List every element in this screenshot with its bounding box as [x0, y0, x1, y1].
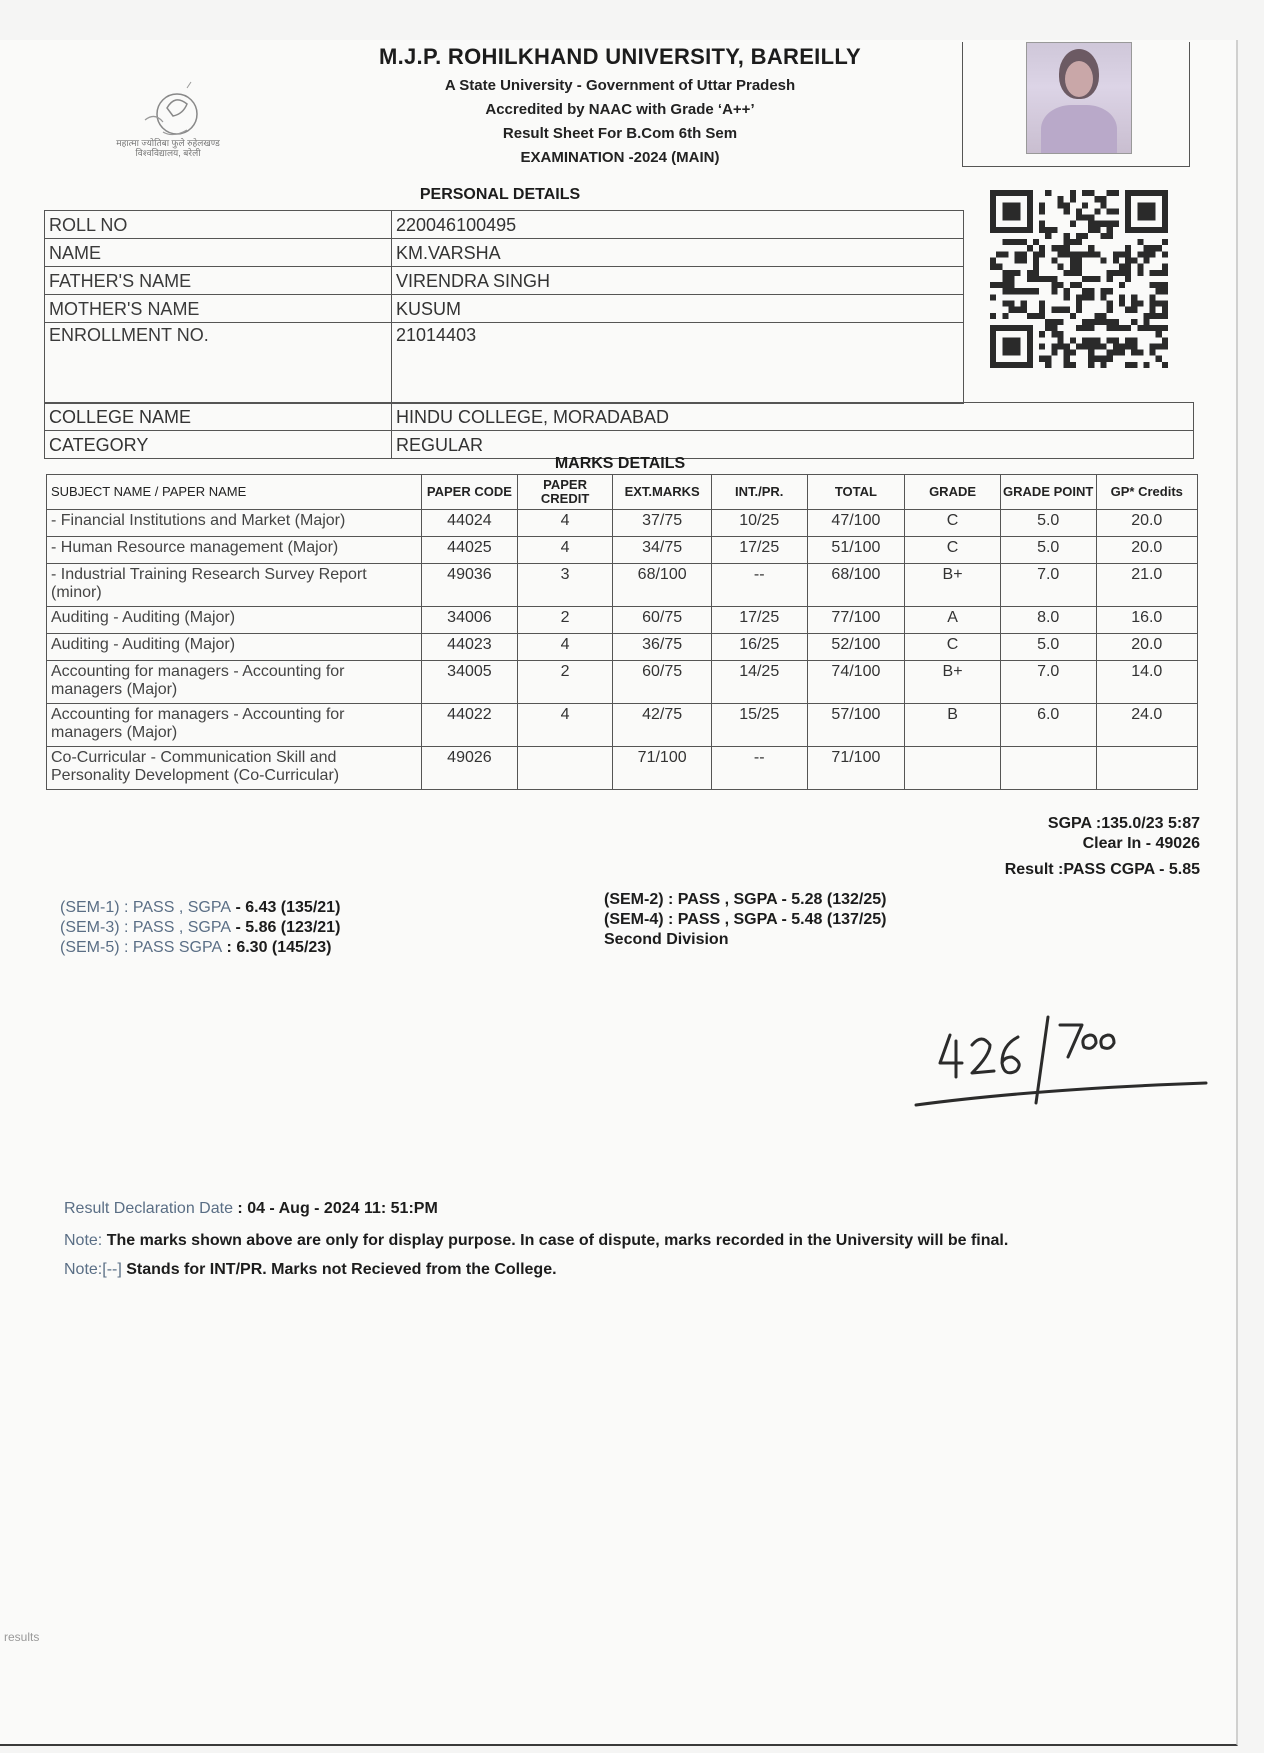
ext-marks: 36/75 [613, 634, 711, 661]
category-label: CATEGORY [45, 431, 392, 459]
side-watermark-text: results [4, 1630, 40, 1644]
total: 52/100 [807, 634, 905, 661]
grade [905, 747, 1001, 790]
gp-credits: 20.0 [1096, 634, 1197, 661]
paper-credit: 4 [517, 537, 613, 564]
grade-point: 5.0 [1000, 537, 1096, 564]
paper-code: 34005 [422, 661, 518, 704]
subject-name: - Human Resource management (Major) [47, 537, 422, 564]
total: 57/100 [807, 704, 905, 747]
sem-5-result [60, 938, 340, 958]
paper-code: 44022 [422, 704, 518, 747]
document-header [270, 40, 970, 166]
paper-credit: 2 [517, 607, 613, 634]
col-total: TOTAL [807, 475, 905, 510]
sem-3-label: (SEM-3) : PASS , SGPA [60, 919, 231, 936]
grade-point: 6.0 [1000, 704, 1096, 747]
marks-row [47, 704, 1198, 747]
ext-marks: 60/75 [613, 661, 711, 704]
category-value: REGULAR [392, 431, 1194, 459]
table-row [45, 267, 964, 295]
ext-marks: 60/75 [613, 607, 711, 634]
grade-point: 8.0 [1000, 607, 1096, 634]
note-1-label: Note: [64, 1232, 103, 1249]
sem-3-value: - 5.86 (123/21) [231, 919, 341, 936]
table-row [45, 295, 964, 323]
ext-marks: 34/75 [613, 537, 711, 564]
paper-credit: 4 [517, 510, 613, 537]
sem-5-label: (SEM-5) : PASS SGPA [60, 939, 223, 956]
total: 51/100 [807, 537, 905, 564]
marks-row [47, 537, 1198, 564]
name-label: NAME [45, 239, 392, 267]
paper-code: 44024 [422, 510, 518, 537]
paper-credit: 4 [517, 634, 613, 661]
name-value: KM.VARSHA [392, 239, 964, 267]
personal-details-title: PERSONAL DETAILS [419, 186, 581, 203]
paper-credit: 3 [517, 564, 613, 607]
marks-row [47, 747, 1198, 790]
roll-no-label: ROLL NO [45, 211, 392, 239]
table-row [45, 403, 1194, 431]
paper-code: 49026 [422, 747, 518, 790]
note-2-text: Stands for INT/PR. Marks not Recieved from the College. [121, 1261, 557, 1278]
col-paper-credit: PAPER CREDIT [517, 475, 613, 510]
marks-row [47, 510, 1198, 537]
note-2-label: Note:[--] [64, 1261, 122, 1278]
paper-code: 44023 [422, 634, 518, 661]
ext-marks: 71/100 [613, 747, 711, 790]
col-int-pr: INT./PR. [711, 475, 807, 510]
marks-row [47, 564, 1198, 607]
grade-point [1000, 747, 1096, 790]
gp-credits: 20.0 [1096, 537, 1197, 564]
note-display-purpose [64, 1232, 1008, 1250]
note-1-text: The marks shown above are only for display purpose. In case of dispute, marks recorded in the University will be final. [102, 1232, 1009, 1249]
marks-table-body [47, 510, 1198, 790]
mother-name-label: MOTHER'S NAME [45, 295, 392, 323]
sgpa-text: SGPA :135.0/23 5:87 [1047, 815, 1200, 832]
table-row [45, 323, 964, 404]
int-pr: -- [711, 564, 807, 607]
photo-frame [962, 42, 1190, 167]
enrollment-no-label: ENROLLMENT NO. [45, 323, 392, 404]
father-name-label: FATHER'S NAME [45, 267, 392, 295]
grade-point: 5.0 [1000, 510, 1096, 537]
int-pr: 10/25 [711, 510, 807, 537]
sem-4-result: (SEM-4) : PASS , SGPA - 5.48 (137/25) [604, 911, 887, 928]
grade-point: 5.0 [1000, 634, 1096, 661]
marks-row [47, 607, 1198, 634]
ext-marks: 42/75 [613, 704, 711, 747]
grade: A [905, 607, 1001, 634]
sem-1-result [60, 898, 340, 918]
student-photo [1026, 42, 1132, 154]
result-declaration [64, 1200, 438, 1218]
subject-name: Auditing - Auditing (Major) [47, 634, 422, 661]
grade-point: 7.0 [1000, 564, 1096, 607]
college-name-label: COLLEGE NAME [45, 403, 392, 431]
paper-credit [517, 747, 613, 790]
subject-name: - Financial Institutions and Market (Major) [47, 510, 422, 537]
subject-name: Auditing - Auditing (Major) [47, 607, 422, 634]
total: 68/100 [807, 564, 905, 607]
col-gp-credits: GP* Credits [1096, 475, 1197, 510]
gp-credits [1096, 747, 1197, 790]
marks-row [47, 634, 1198, 661]
enrollment-no-value: 21014403 [392, 323, 964, 404]
paper-code: 49036 [422, 564, 518, 607]
grade: B+ [905, 564, 1001, 607]
marks-details-title: MARKS DETAILS [554, 455, 686, 472]
university-name: M.J.P. ROHILKHAND UNIVERSITY, BAREILLY [378, 44, 862, 69]
int-pr: 16/25 [711, 634, 807, 661]
subject-name: Accounting for managers - Accounting for managers (Major) [47, 661, 422, 704]
logo-caption: महात्मा ज्योतिबा फुले रुहेलखण्ड विश्वविद्यालय, बरेली [116, 138, 220, 158]
marks-row [47, 661, 1198, 704]
col-grade: GRADE [905, 475, 1001, 510]
col-grade-point: GRADE POINT [1000, 475, 1096, 510]
subject-name: Co-Curricular - Communication Skill and Personality Development (Co-Curricular) [47, 747, 422, 790]
clear-in-text: Clear In - 49026 [1082, 835, 1200, 852]
college-details-table [44, 402, 1194, 459]
paper-code: 44025 [422, 537, 518, 564]
declaration-label: Result Declaration Date [64, 1200, 233, 1217]
sem-1-label: (SEM-1) : PASS , SGPA [60, 899, 231, 916]
col-paper-code: PAPER CODE [422, 475, 518, 510]
paper-credit: 4 [517, 704, 613, 747]
col-subject: SUBJECT NAME / PAPER NAME [47, 475, 422, 510]
total: 47/100 [807, 510, 905, 537]
gp-credits: 14.0 [1096, 661, 1197, 704]
grade-point: 7.0 [1000, 661, 1096, 704]
header-line-4: EXAMINATION -2024 (MAIN) [520, 149, 720, 166]
grade: B+ [905, 661, 1001, 704]
father-name-value: VIRENDRA SINGH [392, 267, 964, 295]
total: 71/100 [807, 747, 905, 790]
ext-marks: 37/75 [613, 510, 711, 537]
ext-marks: 68/100 [613, 564, 711, 607]
int-pr: 17/25 [711, 607, 807, 634]
mother-name-value: KUSUM [392, 295, 964, 323]
personal-details-table [44, 210, 964, 404]
handwritten-total-marks [910, 1005, 1210, 1115]
int-pr: 15/25 [711, 704, 807, 747]
paper-code: 34006 [422, 607, 518, 634]
total: 77/100 [807, 607, 905, 634]
grade: B [905, 704, 1001, 747]
gp-credits: 21.0 [1096, 564, 1197, 607]
sem-1-value: - 6.43 (135/21) [231, 899, 341, 916]
int-pr: -- [711, 747, 807, 790]
sem-2-result: (SEM-2) : PASS , SGPA - 5.28 (132/25) [604, 891, 887, 908]
subject-name: - Industrial Training Research Survey Report (minor) [47, 564, 422, 607]
grade: C [905, 510, 1001, 537]
result-summary [900, 814, 1200, 880]
header-line-2: Accredited by NAAC with Grade ‘A++’ [485, 101, 755, 118]
header-line-3: Result Sheet For B.Com 6th Sem [502, 125, 738, 142]
gp-credits: 20.0 [1096, 510, 1197, 537]
total: 74/100 [807, 661, 905, 704]
roll-no-value: 220046100495 [392, 211, 964, 239]
grade: C [905, 634, 1001, 661]
sem-5-value: : 6.30 (145/23) [222, 939, 332, 956]
int-pr: 17/25 [711, 537, 807, 564]
gp-credits: 24.0 [1096, 704, 1197, 747]
table-row [45, 211, 964, 239]
division-text: Second Division [604, 931, 729, 948]
grade: C [905, 537, 1001, 564]
semester-results-left [60, 898, 340, 958]
paper-credit: 2 [517, 661, 613, 704]
gp-credits: 16.0 [1096, 607, 1197, 634]
int-pr: 14/25 [711, 661, 807, 704]
marks-header-row [47, 475, 1198, 510]
qr-code-icon [990, 190, 1168, 368]
header-line-1: A State University - Government of Uttar Pradesh [444, 77, 796, 94]
result-cgpa-text: Result :PASS CGPA - 5.85 [1004, 861, 1200, 878]
semester-results-right [604, 890, 886, 950]
sem-3-result [60, 918, 340, 938]
note-int-pr [64, 1261, 557, 1279]
declaration-date: : 04 - Aug - 2024 11: 51:PM [232, 1200, 438, 1217]
college-name-value: HINDU COLLEGE, MORADABAD [392, 403, 1194, 431]
marks-table [46, 474, 1198, 790]
col-ext-marks: EXT.MARKS [613, 475, 711, 510]
subject-name: Accounting for managers - Accounting for managers (Major) [47, 704, 422, 747]
table-row [45, 239, 964, 267]
